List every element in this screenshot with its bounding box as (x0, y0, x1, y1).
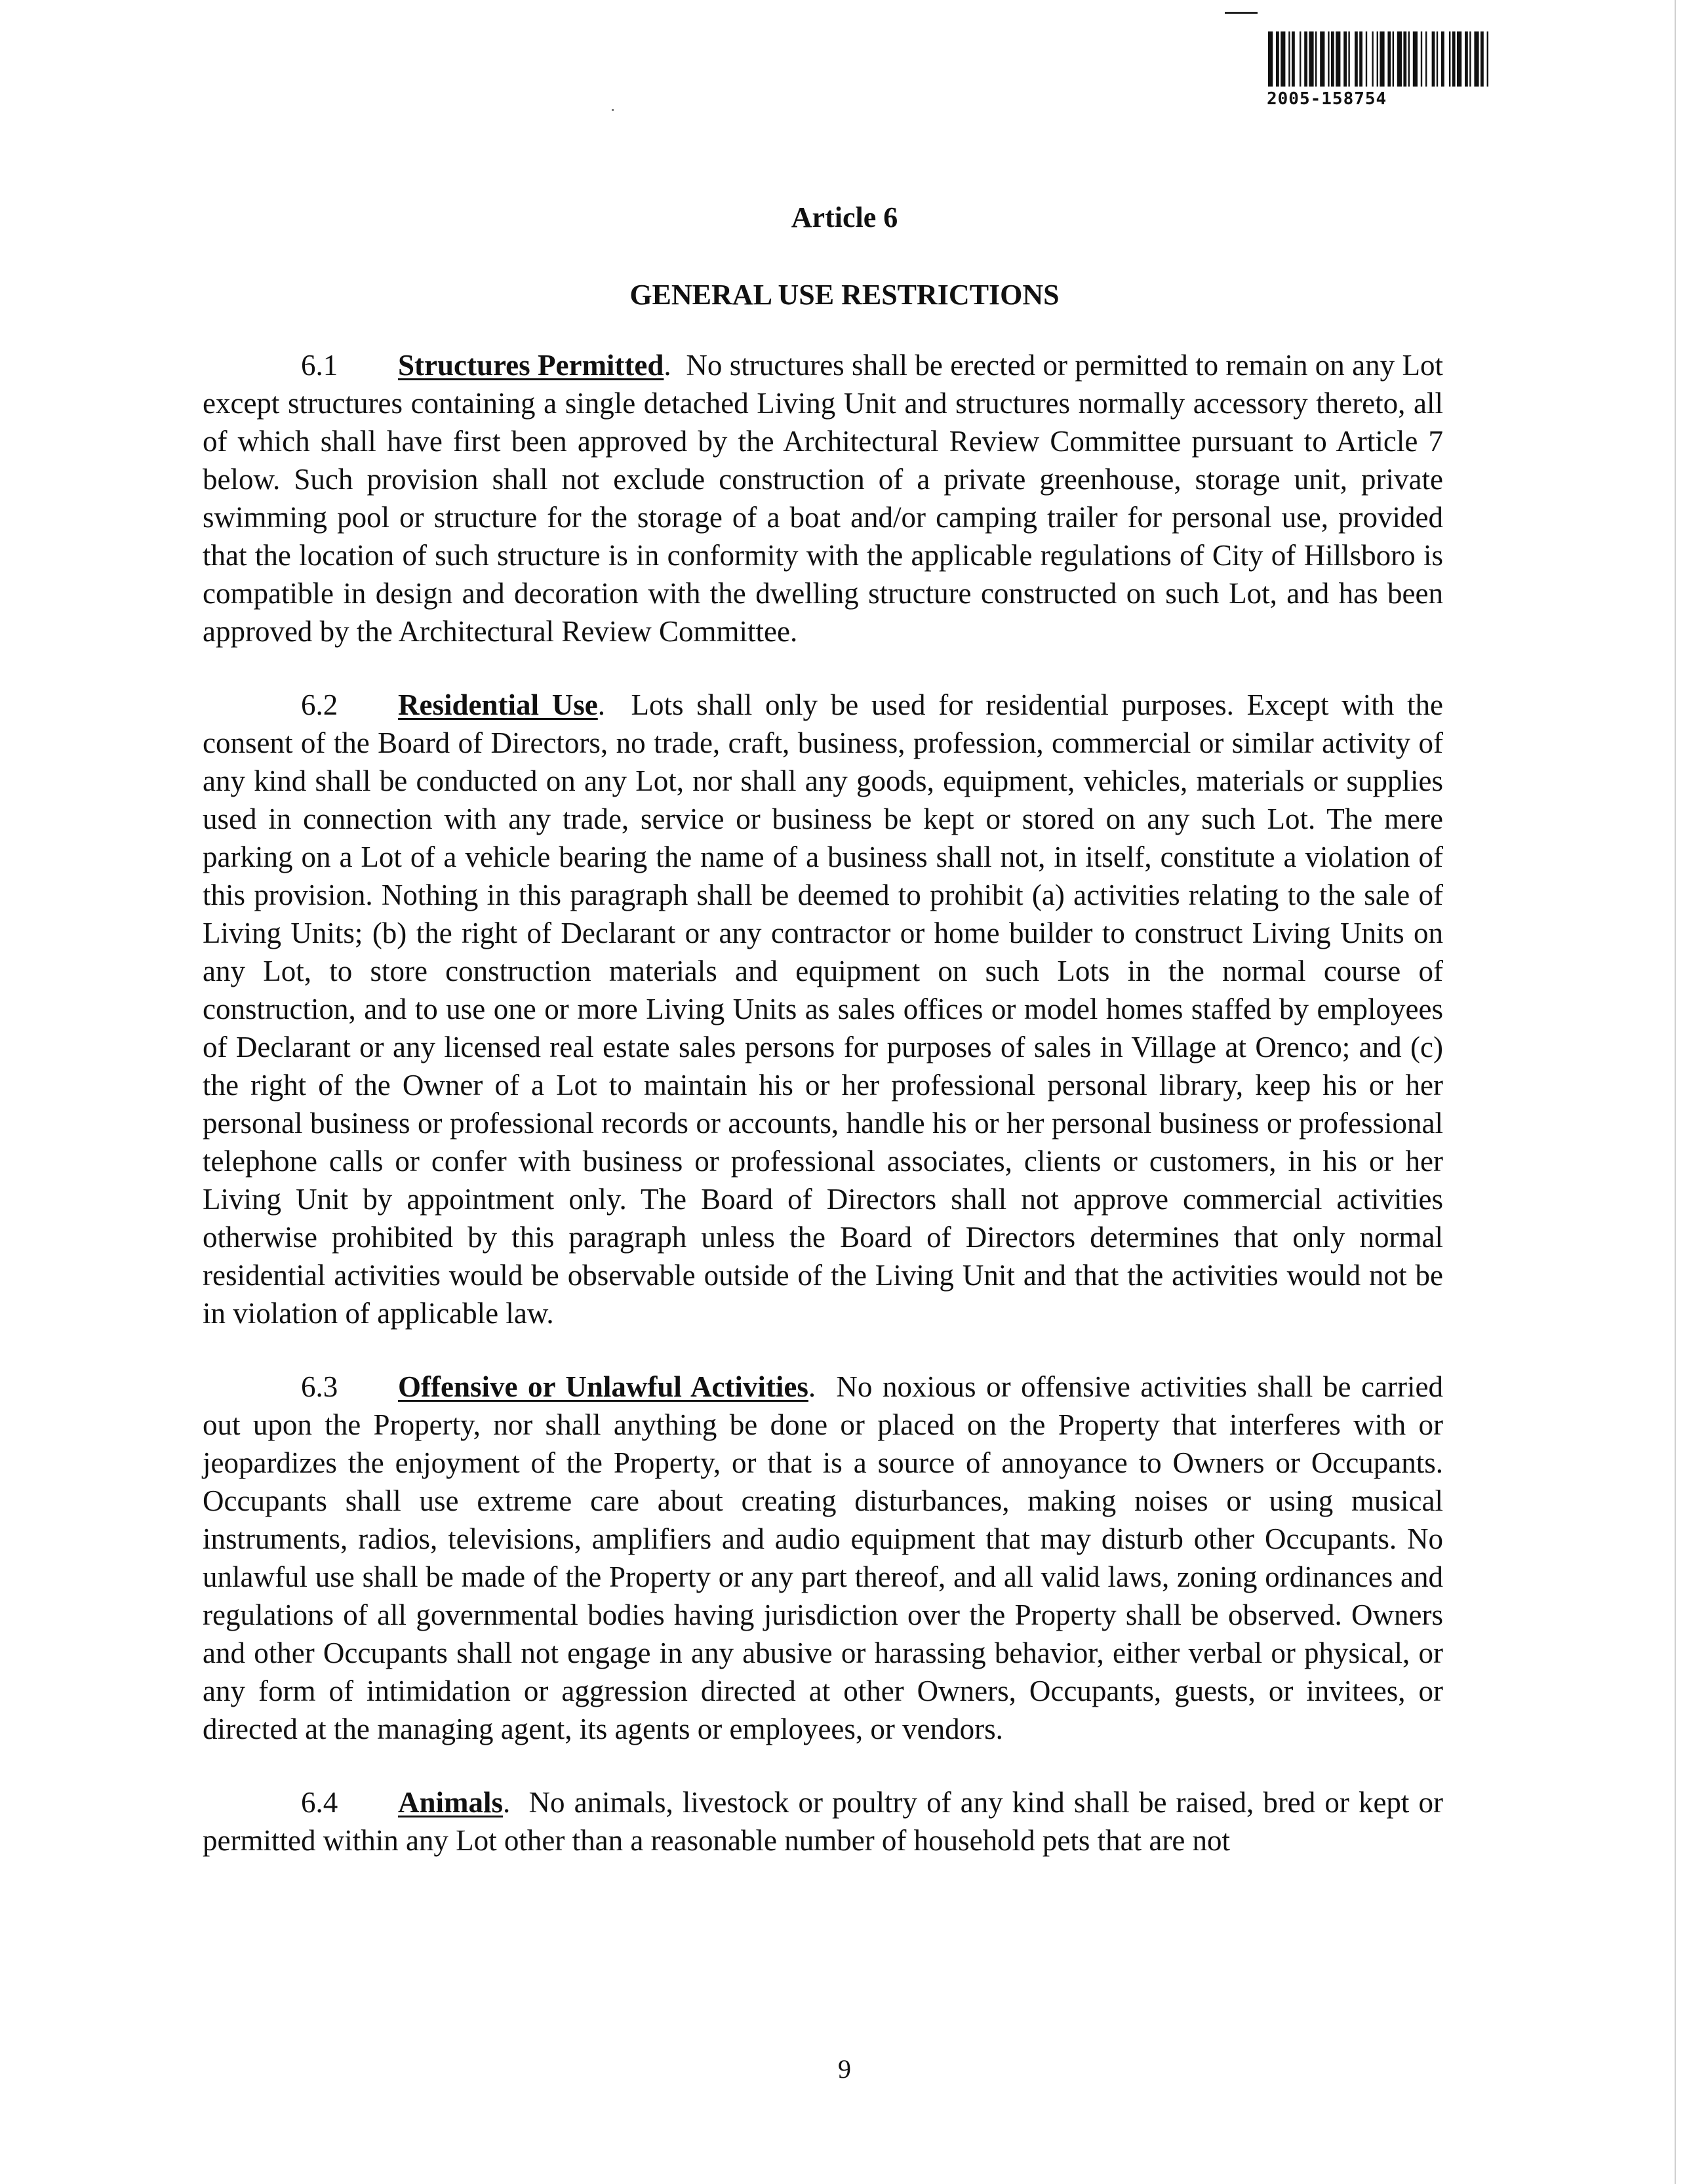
section-6-3: 6.3 Offensive or Unlawful Activities. No noxious or offensive activities shall be carried out upon the Property, nor shall anything be done or placed on the Property that interferes with or jeopardizes the enjoyment of the Property, or that is a source of annoyance to Owners or Occupants. Occupants shall use extreme care about creating disturbances, making noises or using musical instruments, radios, televisions, amplifiers and audio equipment that may disturb other Occupants. No unlawful use shall be made of the Property or any part thereof, and all valid laws, zoning ordinances and regulations of all governmental bodies having jurisdiction over the Property shall be observed. Owners and other Occupants shall not engage in any abusive or harassing behavior, either verbal or physical, or any form of intimidation or aggression directed at other Owners, Occupants, guests, or invitees, or directed at the managing agent, its agents or employees, or vendors. (203, 1368, 1443, 1748)
barcode-bar (1315, 31, 1317, 87)
section-text: Lots shall only be used for residential purposes. Except with the consent of the Board of Directors, no trade, craft, business, profession, commercial or similar activity of any kind shall be conducted on any Lot, nor shall any goods, equipment, vehicles, materials or supplies used in connection with any trade, service or business be kept or stored on any such Lot. The mere parking on a Lot of a vehicle bearing the name of a business shall not, in itself, constitute a violation of this provision. Nothing in this paragraph shall be deemed to prohibit (a) activities relating to the sale of Living Units; (b) the right of Declarant or any contractor or home builder to construct Living Units on any Lot, to store construction materials and equipment on such Lots in the normal course of construction, and to use one or more Living Units as sales offices or model homes staffed by employees of Declarant or any licensed real estate sales persons for purposes of sales in Village at Orenco; and (c) the right of the Owner of a Lot to maintain his or her professional personal library, keep his or her personal business or professional records or accounts, handle his or her personal business or professional telephone calls or confer with business or professional associates, clients or customers, in his or her Living Unit by appointment only. The Board of Directors shall not approve commercial activities otherwise prohibited by this paragraph unless the Board of Directors determines that only normal residential activities would be observable outside of the Living Unit and that the activities would not be in violation of applicable law. (203, 688, 1443, 1330)
barcode-bar (1331, 31, 1334, 87)
section-heading: Structures Permitted (398, 349, 664, 382)
barcode-bar (1355, 31, 1358, 87)
barcode-bar (1309, 31, 1313, 87)
barcode-bar (1300, 31, 1301, 87)
barcode-bar (1343, 31, 1347, 87)
scan-speck (612, 109, 614, 111)
section-text: No animals, livestock or poultry of any kind shall be raised, bred or kept or permitted within any Lot other than a reasonable number of household pets that are not (203, 1786, 1444, 1857)
section-6-1: 6.1 Structures Permitted. No structures shall be erected or permitted to remain on any Lot except structures containing a single detached Living Unit and structures normally accessory thereto, all of which shall have first been approved by the Architectural Review Committee pursuant to Article 7 below. Such provision shall not exclude construction of a private greenhouse, storage unit, private swimming pool or structure for the storage of a boat and/or camping trailer for personal use, provided that the location of such structure is in conformity with the applicable regulations of City of Hillsboro is compatible in design and decoration with the dwelling structure constructed on such Lot, and has been approved by the Architectural Review Committee. (203, 346, 1443, 650)
barcode-bar (1432, 31, 1435, 87)
recording-number: 2005-158754 (1267, 89, 1387, 109)
barcode-bar (1480, 31, 1484, 87)
barcode-bar (1441, 31, 1444, 87)
section-number: 6.1 (301, 349, 338, 382)
barcode-bar (1469, 31, 1471, 87)
section-heading: Animals (398, 1786, 504, 1819)
barcode-image (1268, 31, 1563, 87)
barcode-bar (1348, 31, 1349, 87)
section-number: 6.4 (301, 1786, 338, 1819)
barcode-bar (1276, 31, 1279, 87)
barcode-bar (1425, 31, 1427, 87)
barcode-bar (1413, 31, 1418, 87)
section-text: No noxious or offensive activities shall be carried out upon the Property, nor shall anything be done or placed on the Property that interferes with or jeopardizes the enjoyment of the Property, or that is a source of annoyance to Owners or Occupants. Occupants shall use extreme care about creating disturbances, making noises or using musical instruments, radios, televisions, amplifiers and audio equipment that may disturb other Occupants. No unlawful use shall be made of the Property or any part thereof, and all valid laws, zoning ordinances and regulations of all governmental bodies having jurisdiction over the Property shall be observed. Owners and other Occupants shall not engage in any abusive or harassing behavior, either verbal or physical, or any form of intimidation or aggression directed at other Owners, Occupants, guests, or invitees, or directed at the managing agent, its agents or employees, or vendors. (203, 1370, 1443, 1745)
barcode-bar (1387, 31, 1391, 87)
barcode-bar (1487, 31, 1488, 87)
section-6-4: 6.4 Animals. No animals, livestock or poultry of any kind shall be raised, bred or kept or permitted within any Lot other than a reasonable number of household pets that are not (203, 1783, 1443, 1859)
barcode-bar (1366, 31, 1367, 87)
scan-edge-mark (1225, 12, 1258, 14)
barcode-bar (1465, 31, 1468, 87)
barcode-bar (1288, 31, 1290, 87)
barcode-bar (1377, 31, 1378, 87)
barcode-bar (1359, 31, 1362, 87)
section-heading: Offensive or Unlawful Activities (398, 1370, 808, 1403)
barcode-bar (1304, 31, 1307, 87)
barcode-bar (1437, 31, 1438, 87)
barcode-bar (1336, 31, 1340, 87)
barcode-bar (1397, 31, 1402, 87)
article-title: GENERAL USE RESTRICTIONS (629, 279, 1060, 311)
barcode-bar (1449, 31, 1450, 87)
section-number: 6.3 (301, 1370, 338, 1403)
scan-edge-line (1675, 0, 1676, 2184)
barcode-bar (1281, 31, 1285, 87)
barcode-bar (1292, 31, 1295, 87)
barcode-bar (1328, 31, 1329, 87)
barcode-bar (1380, 31, 1384, 87)
barcode-bar (1268, 31, 1273, 87)
barcode-bar (1403, 31, 1406, 87)
page-number: 9 (838, 2054, 851, 2084)
barcode-bar (1474, 31, 1479, 87)
section-heading: Residential Use (398, 688, 598, 721)
barcode-bar (1452, 31, 1456, 87)
recording-barcode (1268, 31, 1563, 87)
article-number: Article 6 (791, 201, 898, 233)
barcode-bar (1457, 31, 1461, 87)
section-6-2: 6.2 Residential Use. Lots shall only be used for residential purposes. Except with the consent of the Board of Directors, no trade, craft, business, profession, commercial or similar activity of any kind shall be conducted on any Lot, nor shall any goods, equipment, vehicles, materials or supplies used in connection with any trade, service or business be kept or stored on any such Lot. The mere parking on a Lot of a vehicle bearing the name of a business shall not, in itself, constitute a violation of this provision. Nothing in this paragraph shall be deemed to prohibit (a) activities relating to the sale of Living Units; (b) the right of Declarant or any contractor or home builder to construct Living Units on any Lot, to store construction materials and equipment on such Lots in the normal course of construction, and to use one or more Living Units as sales offices or model homes staffed by employees of Declarant or any licensed real estate sales persons for purposes of sales in Village at Orenco; and (c) the right of the Owner of a Lot to maintain his or her professional personal library, keep his or her personal business or professional records or accounts, handle his or her personal business or professional telephone calls or confer with business or professional associates, clients or customers, in his or her Living Unit by appointment only. The Board of Directors shall not approve commercial activities otherwise prohibited by this paragraph unless the Board of Directors determines that only normal residential activities would be observable outside of the Living Unit and that the activities would not be in violation of applicable law. (203, 686, 1443, 1332)
barcode-bar (1320, 31, 1324, 87)
section-number: 6.2 (301, 688, 338, 721)
document-body (203, 346, 1443, 1859)
barcode-bar (1393, 31, 1394, 87)
barcode-bar (1421, 31, 1422, 87)
barcode-bar (1408, 31, 1410, 87)
barcode-bar (1372, 31, 1373, 87)
section-text: No structures shall be erected or permitted to remain on any Lot except structures containing a single detached Living Unit and structures normally accessory thereto, all of which shall have first been approved by the Architectural Review Committee pursuant to Article 7 below. Such provision shall not exclude construction of a private greenhouse, storage unit, private swimming pool or structure for the storage of a boat and/or camping trailer for personal use, provided that the location of such structure is in conformity with the applicable regulations of City of Hillsboro is compatible in design and decoration with the dwelling structure constructed on such Lot, and has been approved by the Architectural Review Committee. (203, 349, 1443, 648)
